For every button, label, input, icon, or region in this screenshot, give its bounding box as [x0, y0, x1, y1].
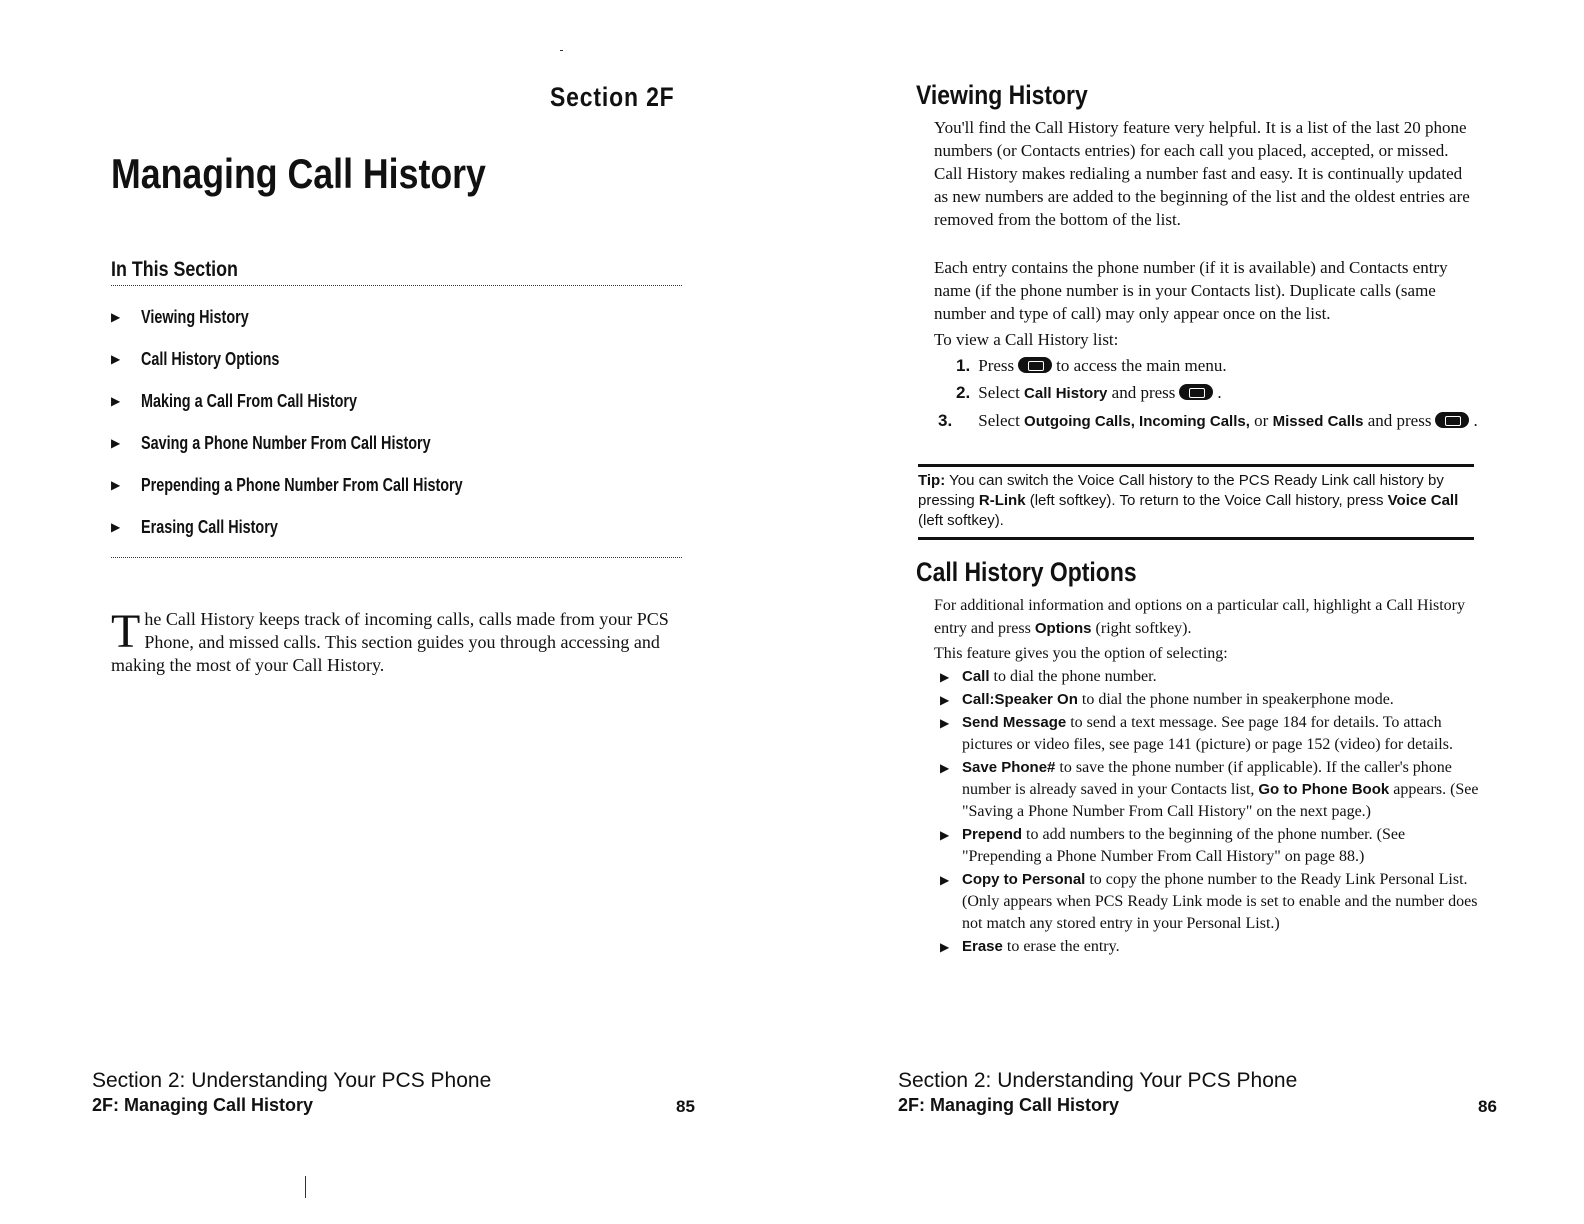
menu-ok-key-icon: [1179, 384, 1213, 400]
step-text: or: [1254, 411, 1269, 430]
intro-text: he Call History keeps track of incoming calls, calls made from your PCS Phone, and missed calls. This section guides you through accessing and making the most of your Call History.: [111, 609, 669, 675]
triangle-bullet-icon: ▶: [111, 394, 121, 408]
step-text: .: [1473, 411, 1478, 430]
toc-item[interactable]: [111, 380, 682, 422]
option-key: Erase: [962, 938, 1003, 955]
triangle-bullet-icon: ▶: [111, 436, 121, 450]
steps-list: [938, 353, 1486, 436]
option-key: Prepend: [962, 826, 1023, 843]
tip-text-part: (left softkey).: [918, 512, 1004, 529]
options-list: [940, 666, 1480, 959]
option-item: [940, 757, 1480, 823]
option-text: to dial the phone number in speakerphone mode.: [1077, 691, 1394, 708]
footer-chapter: 2F: Managing Call History: [898, 1095, 1120, 1115]
option-item: [940, 712, 1480, 756]
option-text: to copy the phone number to the Ready Link Personal List. (Only appears when PCS Ready Link mode is set to enable and the number does not match any stored entry in your Personal List.): [962, 871, 1478, 932]
triangle-bullet-icon: ▶: [111, 310, 121, 324]
toc-item-label: Saving a Phone Number From Call History: [141, 432, 431, 453]
triangle-bullet-icon: ▶: [940, 828, 950, 842]
options-key-label: Options: [1034, 620, 1092, 637]
divider-top: [111, 285, 682, 286]
triangle-bullet-icon: ▶: [940, 873, 950, 887]
menu-ok-key-icon: [1018, 357, 1052, 373]
step-text: Select: [978, 383, 1020, 402]
page-title: Managing Call History: [111, 150, 486, 197]
option-item: [940, 824, 1480, 868]
step-text: Press: [978, 356, 1015, 375]
toc-item-label: Call History Options: [141, 348, 280, 369]
tip-key-label: Voice Call: [1387, 492, 1459, 509]
option-text: to save the phone number (if applicable). If the caller's phone number is already saved in your Contacts list,: [962, 759, 1452, 798]
triangle-bullet-icon: ▶: [940, 940, 950, 954]
option-text: to erase the entry.: [1002, 938, 1120, 955]
viewing-paragraph-1: You'll find the Call History feature very helpful. It is a list of the last 20 phone numbers (or Contacts entries) for each call you placed, accepted, or missed. Call History makes redialing a number fast and easy. It is continually updated as new numbers are added to the beginning of the list and the oldest entries are removed from the bottom of the list.: [934, 118, 1470, 229]
options-paragraph-2: This feature gives you the option of selecting:: [934, 645, 1228, 662]
option-item: [940, 666, 1480, 688]
triangle-bullet-icon: ▶: [940, 761, 950, 775]
tip-box: [918, 464, 1474, 540]
page-number: 86: [1478, 1097, 1497, 1116]
option-text: to send a text message. See page 184 for details. To attach pictures or video files, see page 141 (picture) or page 152 (video) for details.: [962, 714, 1453, 753]
option-key: Send Message: [962, 714, 1067, 731]
intro-paragraph: [111, 605, 671, 677]
option-item: [940, 936, 1480, 958]
in-this-section-heading: In This Section: [111, 258, 238, 281]
option-key: Call: [962, 668, 990, 685]
scan-mark: [560, 50, 563, 51]
viewing-paragraph-3: To view a Call History list:: [934, 330, 1119, 349]
footer-section: Section 2: Understanding Your PCS Phone: [898, 1069, 1298, 1092]
step-item: [956, 380, 1486, 406]
triangle-bullet-icon: ▶: [940, 693, 950, 707]
step-text: .: [1217, 383, 1222, 402]
toc-item[interactable]: [111, 296, 682, 338]
divider-bottom: [111, 557, 682, 558]
menu-ok-key-icon: [1435, 412, 1469, 428]
footer-chapter: 2F: Managing Call History: [92, 1095, 314, 1115]
tip-text: [918, 471, 1474, 531]
toc-list: [111, 296, 682, 548]
step-number: 2.: [956, 383, 971, 402]
footer-section: Section 2: Understanding Your PCS Phone: [92, 1069, 492, 1092]
section-label: Section 2F: [550, 82, 675, 112]
options-text: For additional information and options on a particular call, highlight a Call History entry and press: [934, 597, 1466, 637]
tip-label: Tip:: [918, 472, 946, 489]
toc-item[interactable]: [111, 464, 682, 506]
triangle-bullet-icon: ▶: [940, 670, 950, 684]
triangle-bullet-icon: ▶: [111, 520, 121, 534]
step-number: 1.: [956, 356, 971, 375]
option-key: Copy to Personal: [962, 871, 1086, 888]
step-number: 3.: [938, 411, 953, 430]
toc-item-label: Erasing Call History: [141, 516, 278, 537]
viewing-history-heading: Viewing History: [916, 80, 1088, 110]
viewing-paragraph-2: Each entry contains the phone number (if it is available) and Contacts entry name (if the phone number is in your Contacts list). Duplicate calls (same number and type of call) may only appear once on the list.: [934, 258, 1448, 323]
toc-item[interactable]: [111, 338, 682, 380]
toc-item[interactable]: [111, 506, 682, 548]
option-item: [940, 689, 1480, 711]
triangle-bullet-icon: ▶: [940, 716, 950, 730]
step-text: and press: [1111, 383, 1176, 402]
triangle-bullet-icon: ▶: [111, 478, 121, 492]
option-text: to add numbers to the beginning of the phone number. (See "Prepending a Phone Number From Call History" on page 88.): [962, 826, 1406, 865]
option-item: [940, 869, 1480, 935]
tip-text-part: You can switch the Voice Call history to the PCS Ready Link call history by pressing: [918, 472, 1444, 509]
drop-cap: T: [111, 605, 141, 658]
toc-item-label: Viewing History: [141, 306, 249, 327]
toc-item-label: Making a Call From Call History: [141, 390, 358, 411]
tip-text-part: (left softkey). To return to the Voice Call history, press: [1029, 492, 1384, 509]
step-text: to access the main menu.: [1056, 356, 1227, 375]
triangle-bullet-icon: ▶: [111, 352, 121, 366]
step-text: Select: [978, 411, 1020, 430]
toc-item-label: Prepending a Phone Number From Call History: [141, 474, 463, 495]
step-key-label: Missed Calls: [1272, 413, 1364, 430]
option-text: to dial the phone number.: [989, 668, 1157, 685]
option-key: Save Phone#: [962, 759, 1056, 776]
step-key-label: Outgoing Calls, Incoming Calls,: [1024, 413, 1250, 430]
toc-item[interactable]: [111, 422, 682, 464]
step-key-label: Call History: [1024, 385, 1108, 402]
options-paragraph-1: [934, 594, 1474, 640]
option-key: Go to Phone Book: [1258, 781, 1390, 798]
call-history-options-heading: Call History Options: [916, 557, 1137, 587]
scan-mark: [305, 1176, 306, 1198]
step-text: and press: [1367, 411, 1432, 430]
option-key: Call:Speaker On: [962, 691, 1078, 708]
options-text: (right softkey).: [1095, 620, 1192, 637]
option-text: appears. (See "Saving a Phone Number From Call History" on the next page.): [962, 781, 1479, 820]
tip-key-label: R-Link: [978, 492, 1026, 509]
step-item: [938, 408, 1486, 434]
page-number: 85: [676, 1097, 695, 1116]
step-item: [956, 353, 1486, 378]
